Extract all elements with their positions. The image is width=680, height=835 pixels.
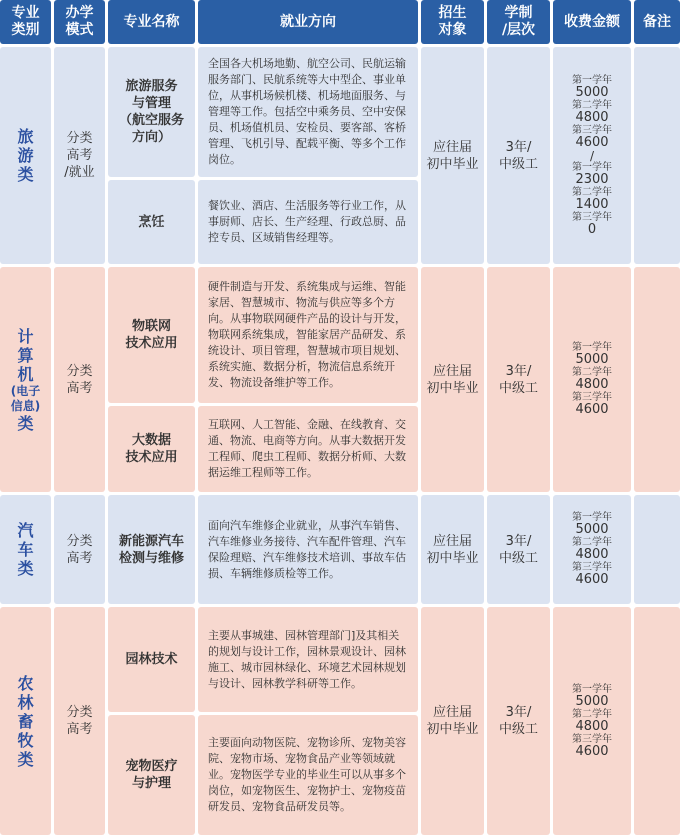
header-category: 专业 类别	[0, 0, 51, 44]
mode-auto: 分类 高考	[54, 495, 105, 604]
career-tourism-service: 全国各大机场地勤、航空公司、民航运输服务部门、民航系统等大中型企、事业单位，从事机场候机楼、机场地面服务、与管理等工作。包括空中乘务员、空中安保员、机场值机员、安检员、要客部、客桥管理、飞机引导、配载平衡、等多个工作岗位。	[198, 47, 418, 177]
note-agri	[634, 607, 680, 835]
header-fee: 收费金额	[553, 0, 631, 44]
note-auto	[634, 495, 680, 604]
fee-auto: 第一学年 5000 第二学年 4800 第三学年 4600	[553, 495, 631, 604]
header-note: 备注	[634, 0, 680, 44]
header-length: 学制 /层次	[487, 0, 550, 44]
career-pet-care: 主要面向动物医院、宠物诊所、宠物美容院、宠物市场、宠物食品产业等领域就业。宠物医学专业的毕业生可以从事多个岗位，如宠物医生、宠物护士、宠物疫苗研发员、宠物食品研发员等。	[198, 715, 418, 835]
category-agri: 农 林 畜 牧 类	[0, 607, 51, 835]
note-computer	[634, 267, 680, 492]
header-career: 就业方向	[198, 0, 418, 44]
category-computer: 计 算 机 (电子 信息) 类	[0, 267, 51, 492]
header-major: 专业名称	[108, 0, 195, 44]
category-auto: 汽 车 类	[0, 495, 51, 604]
recruit-tourism: 应往届 初中毕业	[421, 47, 484, 264]
major-pet-care: 宠物医疗 与护理	[108, 715, 195, 835]
career-iot: 硬件制造与开发、系统集成与运维、智能家居、智慧城市、物流与供应等多个方向。从事物联网硬件产品的设计与开发，物联网系统集成，智能家居产品研发、系统设计、项目管理，智慧城市项目规划、系统实施、数据分析，物流信息系统开发、物流设备维护等工作。	[198, 267, 418, 403]
major-landscape: 园林技术	[108, 607, 195, 712]
mode-agri: 分类 高考	[54, 607, 105, 835]
fee-computer: 第一学年 5000 第二学年 4800 第三学年 4600	[553, 267, 631, 492]
mode-tourism: 分类 高考 /就业	[54, 47, 105, 264]
recruit-computer: 应往届 初中毕业	[421, 267, 484, 492]
header-mode: 办学 模式	[54, 0, 105, 44]
fee-separator: /	[589, 148, 595, 163]
major-tourism-service: 旅游服务 与管理 （航空服务 方向）	[108, 47, 195, 177]
career-cooking: 餐饮业、酒店、生活服务等行业工作，从事厨师、店长、生产经理、行政总厨、品控专员、区域销售经理等。	[198, 180, 418, 264]
career-landscape: 主要从事城建、园林管理部门]及其相关的规划与设计工作，园林景观设计、园林施工、城市园林绿化、环境艺术园林规划与设计、园林教学科研等工作。	[198, 607, 418, 712]
recruit-auto: 应往届 初中毕业	[421, 495, 484, 604]
major-iot: 物联网 技术应用	[108, 267, 195, 403]
length-computer: 3年/ 中级工	[487, 267, 550, 492]
career-ev-repair: 面向汽车维修企业就业，从事汽车销售、汽车维修业务接待、汽车配件管理、汽车保险理赔、汽车维修技术培训、事故车估损、车辆维修质检等工作。	[198, 495, 418, 604]
length-auto: 3年/ 中级工	[487, 495, 550, 604]
major-ev-repair: 新能源汽车 检测与维修	[108, 495, 195, 604]
category-tourism: 旅 游 类	[0, 47, 51, 264]
major-cooking: 烹饪	[108, 180, 195, 264]
career-bigdata: 互联网、人工智能、金融、在线教育、交通、物流、电商等方向。从事大数据开发工程师、爬虫工程师、数据分析师、大数据运维工程师等工作。	[198, 406, 418, 492]
note-tourism	[634, 47, 680, 264]
recruit-agri: 应往届 初中毕业	[421, 607, 484, 835]
fee-tourism: 第一学年 5000 第二学年 4800 第三学年 4600 / 第一学年 2300 第二学年 1400 第三学年 0	[553, 47, 631, 264]
length-agri: 3年/ 中级工	[487, 607, 550, 835]
fee-agri: 第一学年 5000 第二学年 4800 第三学年 4600	[553, 607, 631, 835]
mode-computer: 分类 高考	[54, 267, 105, 492]
major-bigdata: 大数据 技术应用	[108, 406, 195, 492]
length-tourism: 3年/ 中级工	[487, 47, 550, 264]
header-recruit: 招生 对象	[421, 0, 484, 44]
